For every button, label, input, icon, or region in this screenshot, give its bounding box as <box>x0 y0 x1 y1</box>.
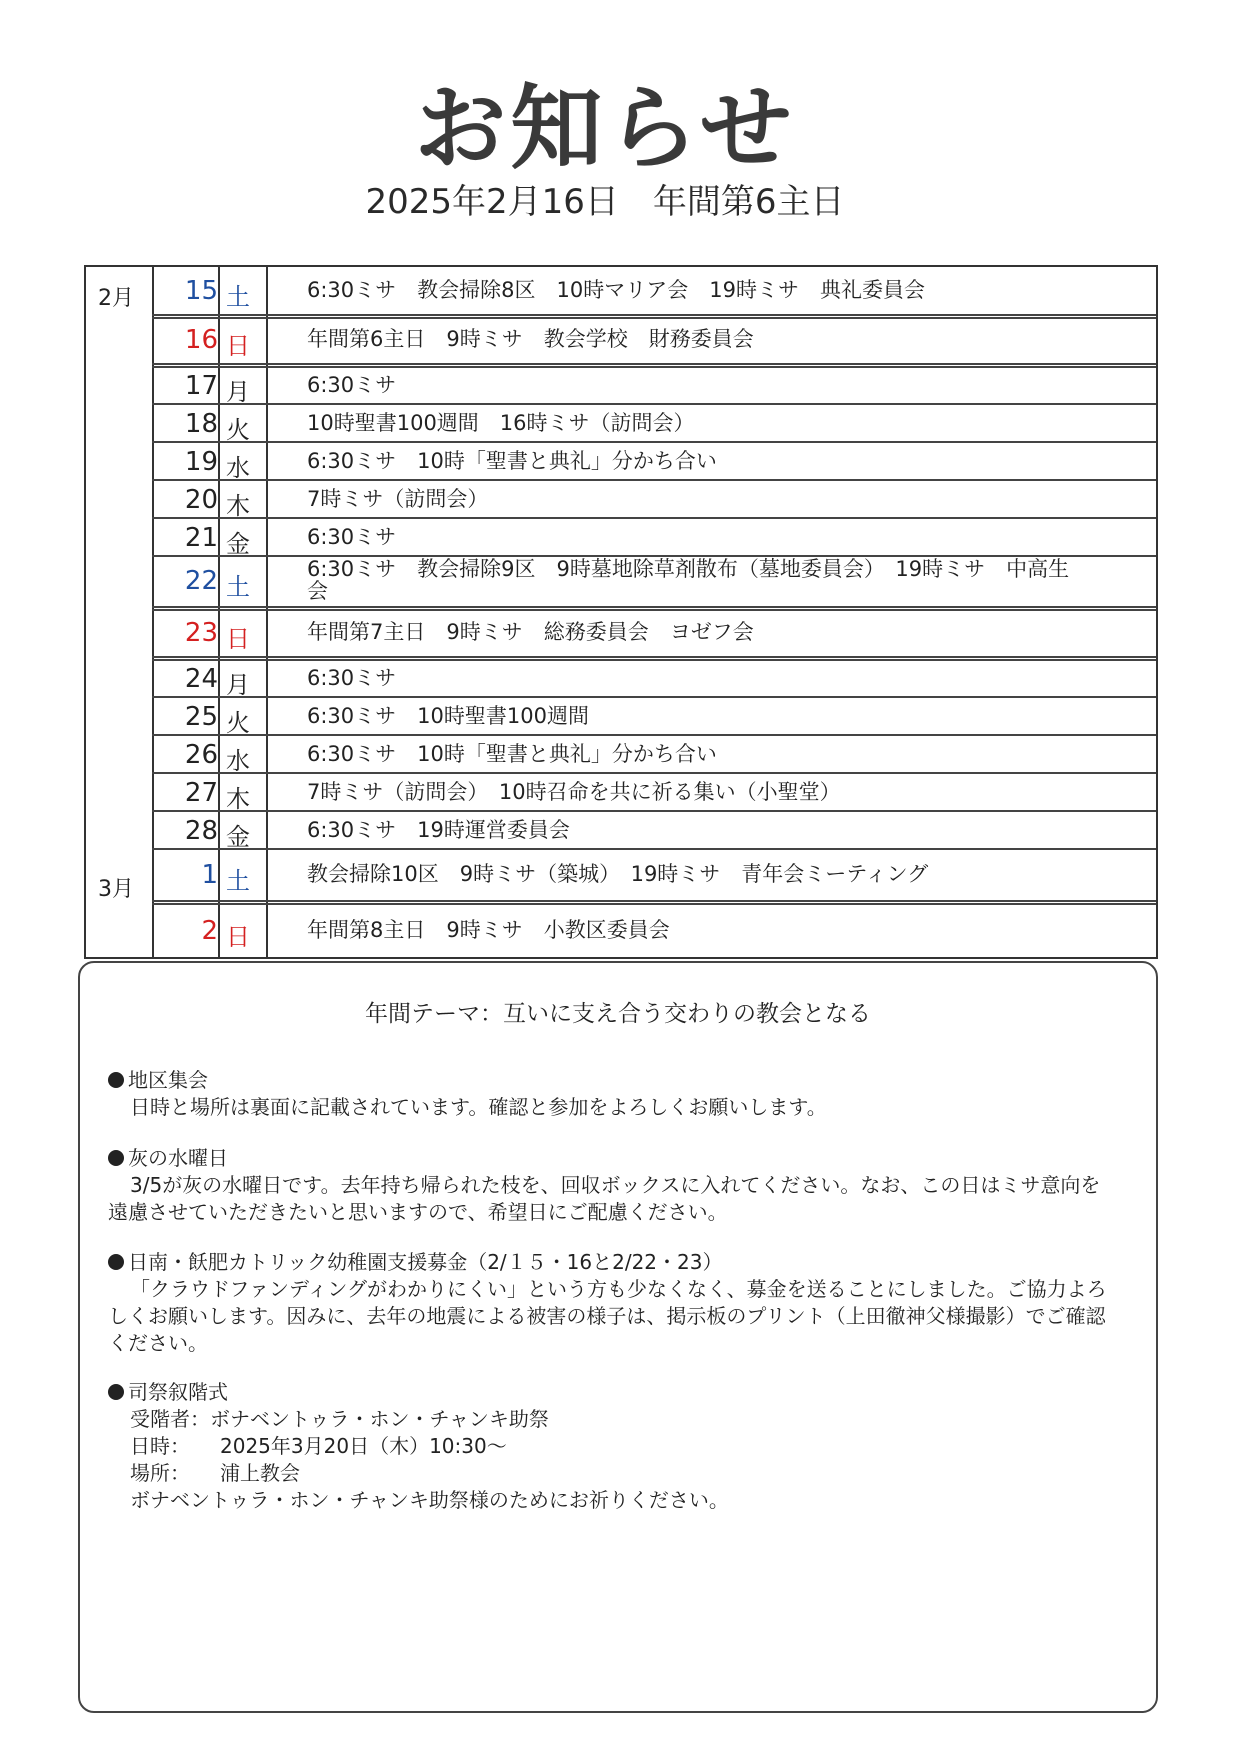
page-title: お知らせ <box>414 75 796 182</box>
bullet-icon <box>108 1384 124 1400</box>
section-heading: 地区集会 <box>108 1067 1116 1094</box>
section-kindergarten-fund <box>108 1249 1116 1357</box>
calendar-row <box>152 267 1156 319</box>
calendar-row <box>152 367 1156 405</box>
section-body: 「クラウドファンディングがわかりにくい」という方も少なくなく、募金を送ることにしました。ご協力よろしくお願いします。因みに、去年の地震による被害の様子は、掲示板のプリント（上田徹神父様撮影）でご確認ください。 <box>108 1277 1107 1355</box>
day-number: 19 <box>184 447 218 477</box>
events: 6:30ミサ <box>307 666 397 690</box>
events: 6:30ミサ 教会掃除8区 10時マリア会 19時ミサ 典礼委員会 <box>307 278 925 302</box>
calendar-row <box>152 405 1156 443</box>
day-number: 16 <box>184 325 218 355</box>
ordination-date: 日時： 2025年3月20日（木）10:30〜 <box>130 1434 507 1458</box>
weekday: 日 <box>226 625 250 653</box>
section-ash-wednesday <box>108 1145 1116 1226</box>
events: 10時聖書100週間 16時ミサ（訪問会） <box>307 411 695 435</box>
day-number: 27 <box>184 778 218 808</box>
section-heading: 日南・飫肥カトリック幼稚園支援募金（2/１５・16と2/22・23） <box>108 1249 1116 1276</box>
day-number: 26 <box>184 740 218 770</box>
events: 6:30ミサ 教会掃除9区 9時墓地除草剤散布（墓地委員会） 19時ミサ 中高生会 <box>307 557 1070 603</box>
weekday: 土 <box>226 867 250 895</box>
day-number: 20 <box>184 485 218 515</box>
weekday: 火 <box>226 416 250 444</box>
calendar-row <box>152 660 1156 698</box>
day-number: 21 <box>184 523 218 553</box>
weekday: 土 <box>226 283 250 311</box>
events: 6:30ミサ 10時「聖書と典礼」分かち合い <box>307 449 717 473</box>
day-number: 25 <box>184 702 218 732</box>
events: 6:30ミサ <box>307 525 397 549</box>
events: 6:30ミサ 10時聖書100週間 <box>307 704 589 728</box>
section-body: 3/5が灰の水曜日です。去年持ち帰られた枝を、回収ボックスに入れてください。なお、この日はミサ意向を遠慮させていただきたいと思いますので、希望日にご配慮ください。 <box>108 1173 1101 1224</box>
annual-theme: 年間テーマ：互いに支え合う交わりの教会となる <box>365 1001 871 1027</box>
weekday: 土 <box>226 573 250 601</box>
weekday: 水 <box>226 747 250 775</box>
section-heading: 司祭叙階式 <box>108 1379 1116 1406</box>
events: 6:30ミサ 19時運営委員会 <box>307 818 570 842</box>
month-label-feb: 2月 <box>98 286 134 311</box>
weekday: 日 <box>226 923 250 951</box>
ordination-place: 場所： 浦上教会 <box>130 1461 300 1485</box>
events: 7時ミサ（訪問会） <box>307 487 489 511</box>
calendar-row <box>152 519 1156 557</box>
day-number: 2 <box>201 916 218 946</box>
calendar-row <box>152 850 1156 905</box>
ordination-prayer: ボナベントゥラ・ホン・チャンキ助祭様のためにお祈りください。 <box>130 1488 729 1512</box>
calendar-row <box>152 904 1156 957</box>
weekday: 金 <box>226 530 250 558</box>
month-label-mar: 3月 <box>98 877 134 902</box>
events: 6:30ミサ 10時「聖書と典礼」分かち合い <box>307 742 717 766</box>
day-number: 1 <box>201 860 218 890</box>
notice-box <box>78 961 1158 1713</box>
events: 年間第7主日 9時ミサ 総務委員会 ヨゼフ会 <box>307 620 754 644</box>
page-subtitle: 2025年2月16日 年間第6主日 <box>365 182 845 222</box>
day-number: 18 <box>184 409 218 439</box>
calendar-row <box>152 610 1156 661</box>
events: 教会掃除10区 9時ミサ（築城） 19時ミサ 青年会ミーティング <box>307 862 929 886</box>
day-number: 23 <box>184 618 218 648</box>
weekday: 日 <box>226 332 250 360</box>
section-district-meeting <box>108 1067 1116 1121</box>
calendar-row <box>152 774 1156 812</box>
section-body: 日時と場所は裏面に記載されています。確認と参加をよろしくお願いします。 <box>130 1095 827 1119</box>
weekday: 木 <box>226 492 250 520</box>
bullet-icon <box>108 1254 124 1270</box>
weekday: 木 <box>226 785 250 813</box>
events: 年間第8主日 9時ミサ 小教区委員会 <box>307 918 670 942</box>
calendar-row <box>152 812 1156 850</box>
weekday: 金 <box>226 823 250 851</box>
weekday: 月 <box>226 378 250 406</box>
calendar-row <box>152 557 1156 611</box>
day-number: 15 <box>184 276 218 306</box>
day-number: 28 <box>184 816 218 846</box>
section-heading: 灰の水曜日 <box>108 1145 1116 1172</box>
day-number: 17 <box>184 371 218 401</box>
events: 年間第6主日 9時ミサ 教会学校 財務委員会 <box>307 327 754 351</box>
weekday: 水 <box>226 454 250 482</box>
weekday: 月 <box>226 671 250 699</box>
calendar-table <box>84 265 1158 959</box>
day-number: 24 <box>184 664 218 694</box>
bullet-icon <box>108 1150 124 1166</box>
calendar-row <box>152 736 1156 774</box>
section-ordination <box>108 1379 1116 1514</box>
calendar-row <box>152 317 1156 368</box>
events: 7時ミサ（訪問会） 10時召命を共に祈る集い（小聖堂） <box>307 780 841 804</box>
bullet-icon <box>108 1072 124 1088</box>
events: 6:30ミサ <box>307 373 397 397</box>
calendar-row <box>152 698 1156 736</box>
ordination-candidate: 受階者：ボナベントゥラ・ホン・チャンキ助祭 <box>130 1407 549 1431</box>
weekday: 火 <box>226 709 250 737</box>
calendar-row <box>152 443 1156 481</box>
day-number: 22 <box>184 566 218 596</box>
calendar-row <box>152 481 1156 519</box>
